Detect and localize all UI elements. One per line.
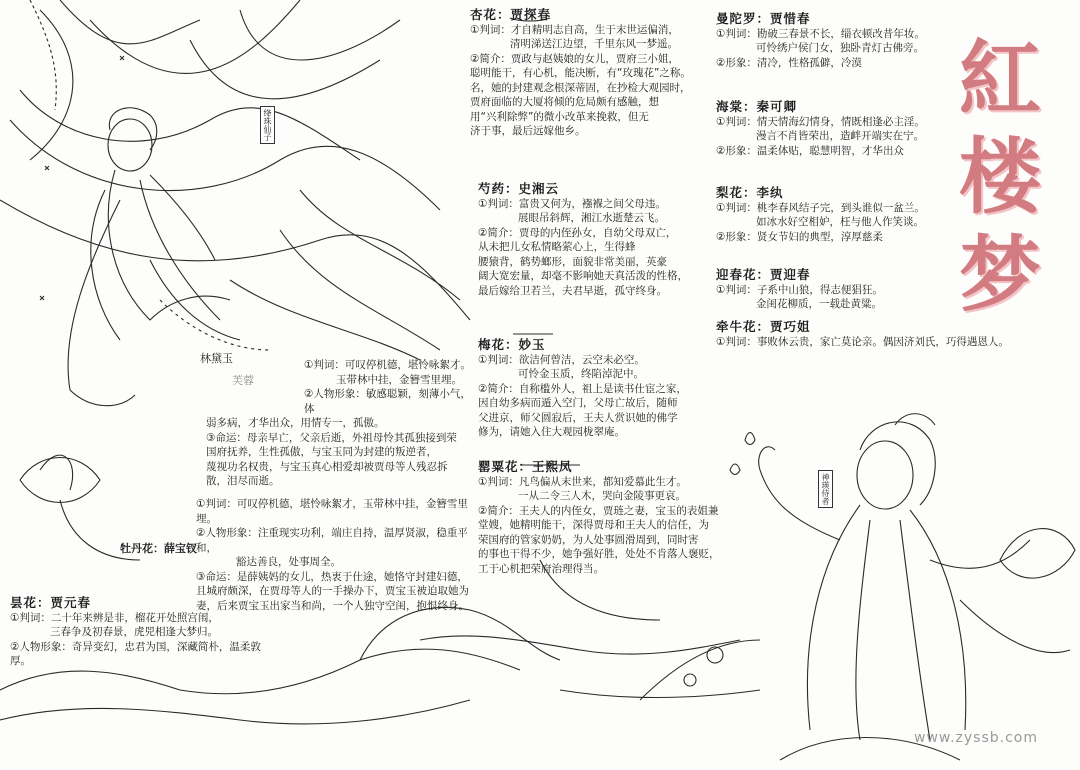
xifeng-line: 堂嫂，她精明能干，深得贾母和王夫人的信任，为 — [478, 519, 709, 531]
baochai-line: 豁达善良，处事周全。 — [236, 556, 341, 568]
liwan-line: ②形象：贤女节妇的典型，淳厚慈柔 — [716, 230, 883, 243]
daiyu-line: 玉带林中挂，金簪雪里埋。 — [336, 373, 462, 386]
baochai-line: 且城府颇深，在贾母等人的一手操办下，贾宝玉被迫取她为 — [196, 585, 469, 597]
xichun-line: 可怜绣户侯门女，独卧青灯古佛旁。 — [756, 42, 924, 54]
title-hongloumeng — [945, 30, 1055, 350]
miaoyu-line: ①判词：欲洁何曾洁，云空未必空。 — [478, 353, 645, 366]
daiyu-line: ①判词：可叹停机德，堪怜咏絮才。 — [304, 359, 471, 371]
title-char-3: 梦 — [958, 227, 1041, 323]
xiangyun-line: ②简介：贾母的内侄孙女，自幼父母双亡， — [478, 226, 677, 239]
heading-xiangyun: 芍药：史湘云 — [478, 181, 560, 196]
xifeng-line: ①判词：凡鸟偏从末世来，都知爱慕此生才。 — [478, 475, 687, 488]
xifeng-line: 荣国府的管家奶奶，为人处事圆滑周到，同时害 — [478, 533, 699, 546]
baochai-line: 妻，后来贾宝玉出家当和尚，一个人独守空闺，抱恨终身。 — [196, 599, 469, 612]
keqing-line: ①判词：情天情海幻情身，情既相逢必主淫。 — [716, 115, 925, 128]
section-tanchun — [470, 8, 710, 139]
tanchun-line: ②简介：贾政与赵姨娘的女儿，贾府三小姐， — [470, 52, 679, 65]
xiangyun-line: ①判词：富贵又何为，襁褓之间父母违。 — [478, 197, 666, 210]
heading-xifeng: 罂粟花：王熙凤 — [478, 459, 573, 474]
xiangyun-line: 腰猿背，鹤势螂形，面貌非常美丽，英豪 — [478, 255, 667, 268]
qiaojie-line: ①判词：事败休云贵，家亡莫论亲。偶因济刘氏，巧得遇恩人。 — [716, 335, 1009, 348]
baochai-line: ②人物形象：注重现实功利，端庄自持，温厚贤淑，稳重平和， — [196, 527, 468, 554]
daiyu-flower: 芙蓉 — [232, 374, 254, 387]
watermark: www.zyssb.com — [914, 730, 1038, 746]
keqing-line: 漫言不肖皆荣出，造衅开端实在宁。 — [756, 130, 924, 142]
section-miaoyu — [478, 338, 713, 440]
baochai-line: ③命运：是薛姨妈的女儿，热衷于仕途，她恪守封建妇德， — [196, 570, 468, 583]
section-yuanchun — [10, 596, 270, 669]
title-char-1: 紅 — [958, 31, 1041, 127]
yuanchun-line: 三春争及初春景，虎兕相逢大梦归。 — [50, 626, 218, 638]
miaoyu-line: 修为，请她入住大观园栊翠庵。 — [478, 426, 625, 438]
xiangyun-line: 从未把儿女私情略萦心上，生得蜂 — [478, 241, 636, 253]
xichun-line: ①判词：勘破三春景不长，缁衣顿改昔年妆。 — [716, 27, 925, 40]
tanchun-line: 用“兴利除弊”的微小改革来挽救，但无 — [470, 110, 649, 123]
miaoyu-line: 可怜金玉质，终陷淖泥中。 — [518, 368, 644, 380]
section-xiangyun — [478, 182, 713, 298]
daiyu-line: 国府抚养，生性孤傲，与宝玉同为封建的叛逆者， — [206, 446, 437, 458]
section-yingchun — [716, 268, 946, 312]
heading-keqing: 海棠：秦可卿 — [716, 99, 798, 114]
daiyu-line: 弱多病，才华出众，用情专一，孤傲。 — [206, 417, 385, 429]
daiyu-line: ③命运：母亲早亡，父亲后逝，外祖母怜其孤独接到荣 — [206, 431, 457, 444]
section-liwan — [716, 186, 946, 244]
heading-liwan: 梨花：李纨 — [716, 185, 784, 200]
xifeng-line: 工于心机把荣府治理得当。 — [478, 562, 604, 575]
section-xifeng — [478, 460, 743, 576]
heading-miaoyu: 梅花：妙玉 — [478, 337, 546, 352]
title-char-2: 楼 — [958, 129, 1041, 225]
xifeng-line: 的事也干得不少，她争强好胜，处处不肯落人褒贬， — [478, 548, 720, 560]
section-daiyu — [206, 358, 471, 489]
yuanchun-line: ②人物形象：奇异变幻，忠君为国，深藏简朴，温柔敦厚。 — [10, 640, 261, 667]
stamp-left: 绛珠仙子 — [260, 106, 275, 144]
liwan-line: 如冰水好空相妒，枉与他人作笑谈。 — [756, 216, 924, 228]
heading-yingchun: 迎春花：贾迎春 — [716, 267, 811, 282]
heading-yuanchun: 昙花：贾元春 — [10, 595, 92, 610]
miaoyu-line: 父进京，师父圆寂后，王夫人赏识她的佛学 — [478, 411, 678, 424]
daiyu-line: 蔑视功名权贵，与宝玉真心相爱却被贾母等人残忍拆 — [206, 460, 448, 473]
section-qiaojie — [716, 320, 1076, 349]
xiangyun-line: 最后嫁给卫若兰，夫君早逝，孤守终身。 — [478, 284, 667, 297]
tanchun-line: 聪明能干，有心机，能决断，有“玫瑰花”之称。 — [470, 67, 691, 79]
section-keqing — [716, 100, 946, 158]
yuanchun-line: ①判词：二十年来辨是非，榴花开处照宫闱， — [10, 611, 219, 624]
stamp-right: 神瑛侍者 — [818, 470, 833, 508]
heading-daiyu: 林黛玉 — [200, 352, 233, 365]
section-xichun — [716, 12, 946, 70]
liwan-line: ①判词：桃李春风结子完，到头谁似一盆兰。 — [716, 201, 925, 214]
yingchun-line: 金闺花柳质，一载赴黄粱。 — [756, 298, 882, 310]
yingchun-line: ①判词：子系中山狼，得志便猖狂。 — [716, 283, 883, 296]
xifeng-line: 一从二令三人木，哭向金陵事更哀。 — [518, 490, 686, 502]
tanchun-line: 贾府面临的大厦将倾的危局颇有感触，想 — [470, 96, 659, 108]
miaoyu-line: 因自幼多病而遁入空门，父母亡故后，随师 — [478, 397, 678, 409]
xifeng-line: ②简介：王夫人的内侄女，贾琏之妻，宝玉的表姐兼 — [478, 504, 719, 517]
xichun-line: ②形象：清冷，性格孤僻，冷漠 — [716, 56, 862, 69]
daiyu-line: 散，泪尽而逝。 — [206, 475, 280, 487]
xiangyun-line: 阔大宽宏量，却毫不影响她天真活泼的性格， — [478, 270, 688, 282]
tanchun-line: ①判词：才自精明志自高，生于末世运偏消， — [470, 23, 679, 36]
heading-tanchun: 杏花：贾探春 — [470, 7, 552, 22]
heading-baochai: 牡丹花：薛宝钗 — [120, 542, 197, 555]
daiyu-line: ②人物形象：敏感聪颖，刻薄小气，体 — [304, 388, 471, 415]
tanchun-line: 济于事，最后远嫁他乡。 — [470, 125, 586, 137]
tanchun-line: 名，她的封建观念根深蒂固，在抄检大观园时， — [470, 81, 691, 94]
xiangyun-line: 展眼吊斜辉，湘江水逝楚云飞。 — [518, 212, 665, 224]
baochai-line: ①判词：可叹停机德，堪怜咏絮才，玉带林中挂，金簪雪里埋。 — [196, 498, 468, 525]
heading-xichun: 曼陀罗：贾惜春 — [716, 11, 811, 26]
tanchun-line: 清明涕送江边望，千里东风一梦遥。 — [510, 38, 678, 50]
heading-qiaojie: 牵牛花：贾巧姐 — [716, 319, 811, 334]
miaoyu-line: ②简介：自称槛外人，祖上是读书仕宦之家， — [478, 382, 687, 395]
keqing-line: ②形象：温柔体贴，聪慧明智，才华出众 — [716, 144, 904, 157]
